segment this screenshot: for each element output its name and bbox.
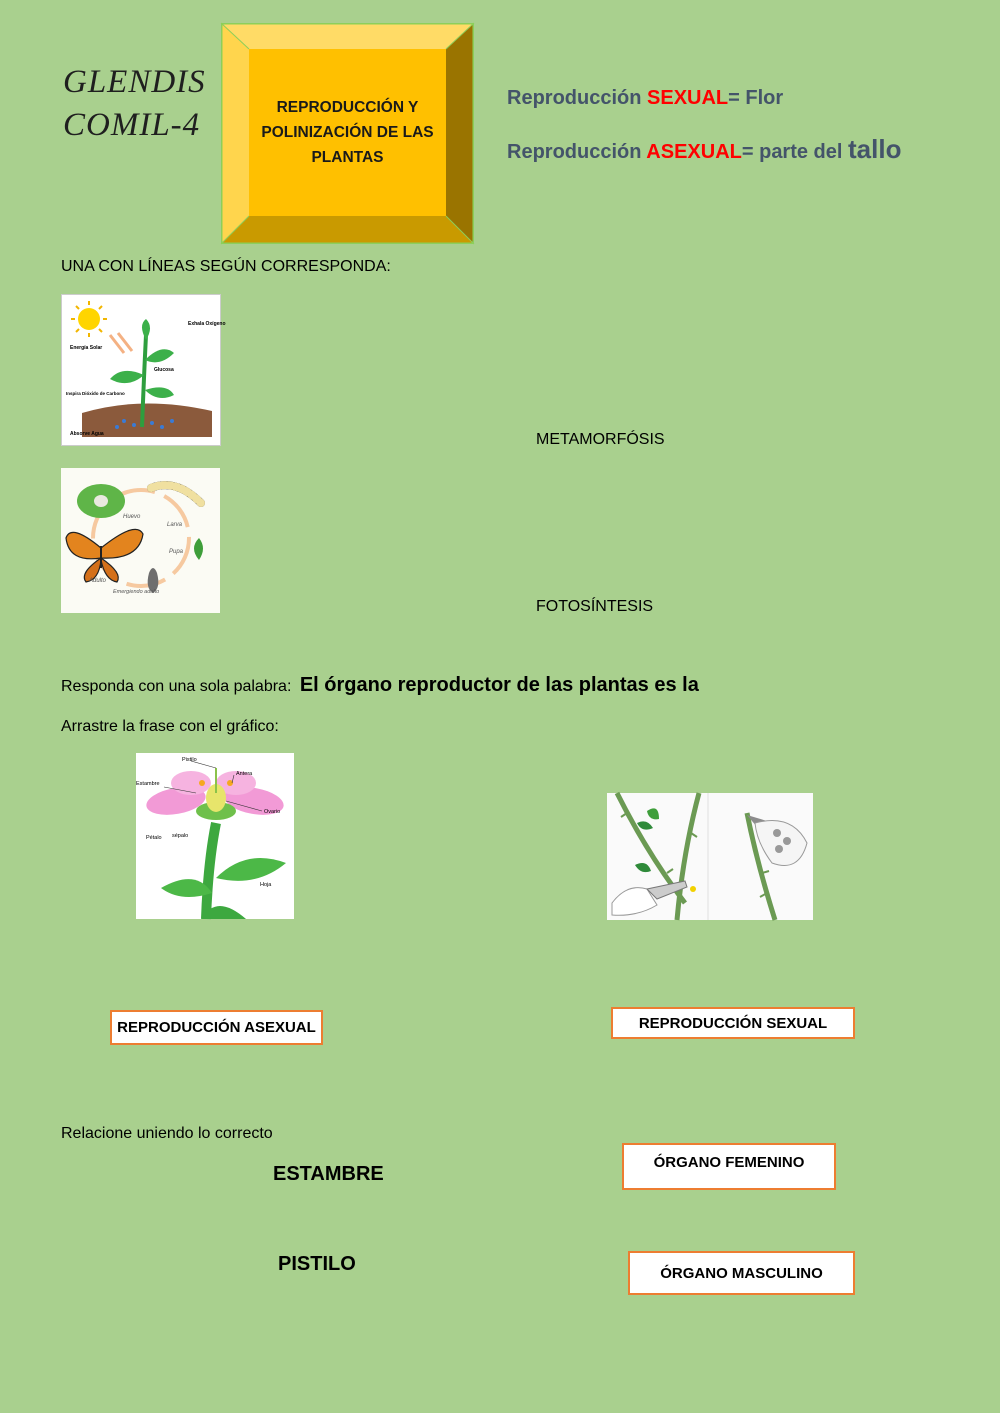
butterfly-lifecycle-image[interactable] [61,468,220,613]
author-line-2: COMIL-4 [63,107,201,143]
sun-icon [78,308,100,330]
single-word-question [61,674,699,697]
stem-cutting-image[interactable] [607,793,813,920]
option-metamorfosis[interactable]: METAMORFÓSIS [536,431,665,448]
stem-cutting-illustration [607,793,813,920]
term-pistilo[interactable]: PISTILO [278,1253,356,1275]
section4-instruction: Relacione uniendo lo correcto [61,1125,273,1142]
svg-text:Estambre: Estambre [136,781,160,787]
female-organ-box[interactable]: ÓRGANO FEMENINO [622,1143,836,1190]
svg-text:Pétalo: Pétalo [146,835,162,841]
svg-text:Pistilo: Pistilo [182,757,197,763]
term-estambre[interactable]: ESTAMBRE [273,1163,384,1185]
option-fotosintesis[interactable]: FOTOSÍNTESIS [536,598,654,615]
photosynthesis-image[interactable] [61,294,226,446]
svg-text:Inspira Dióxido de Carbono: Inspira Dióxido de Carbono [66,391,125,396]
svg-text:Larva: Larva [167,522,183,528]
svg-text:Huevo: Huevo [123,514,141,520]
svg-text:Ovario: Ovario [264,809,281,815]
photosynthesis-illustration [62,295,226,445]
sexual-reproduction-box[interactable]: REPRODUCCIÓN SEXUAL [611,1007,855,1039]
svg-text:Energía Solar: Energía Solar [70,345,103,351]
section1-instruction: UNA CON LÍNEAS SEGÚN CORRESPONDA: [61,258,391,275]
flower-illustration [136,753,294,919]
sexual-highlight: SEXUAL [647,87,729,109]
svg-text:Emergiendo adulto: Emergiendo adulto [113,589,160,595]
asexual-highlight: ASEXUAL [646,141,742,163]
sexual-prefix: Reproducción [507,87,648,109]
question-prompt: Responda con una sola palabra: [61,678,292,695]
svg-text:sépalo: sépalo [172,833,189,839]
question-text: El órgano reproductor de las plantas es la [299,674,699,696]
section3-instruction: Arrastre la frase con el gráfico: [61,718,279,735]
svg-text:Adulto: Adulto [89,578,107,584]
title-box [221,23,474,244]
sexual-reproduction-line [507,87,783,110]
svg-text:Antera: Antera [236,771,253,777]
asexual-prefix: Reproducción [507,141,647,163]
asexual-emphasis: tallo [848,134,902,164]
sexual-suffix: = Flor [728,87,784,109]
svg-text:Exhala Oxígeno: Exhala Oxígeno [188,321,226,327]
asexual-reproduction-box[interactable]: REPRODUCCIÓN ASEXUAL [110,1010,323,1045]
author-name [63,61,206,147]
svg-text:Pupa: Pupa [169,549,184,555]
page-title: REPRODUCCIÓN Y POLINIZACIÓN DE LAS PLANTAS [261,99,434,166]
lifecycle-illustration [61,468,220,613]
author-line-1: GLENDIS [63,64,206,100]
male-organ-box[interactable]: ÓRGANO MASCULINO [628,1251,855,1295]
flower-parts-image[interactable] [136,753,294,919]
svg-text:Absorve Agua: Absorve Agua [70,431,104,437]
svg-text:Hoja: Hoja [260,882,272,888]
asexual-suffix: = parte del [741,141,849,163]
svg-text:Glucosa: Glucosa [154,367,174,373]
asexual-reproduction-line [507,134,901,165]
